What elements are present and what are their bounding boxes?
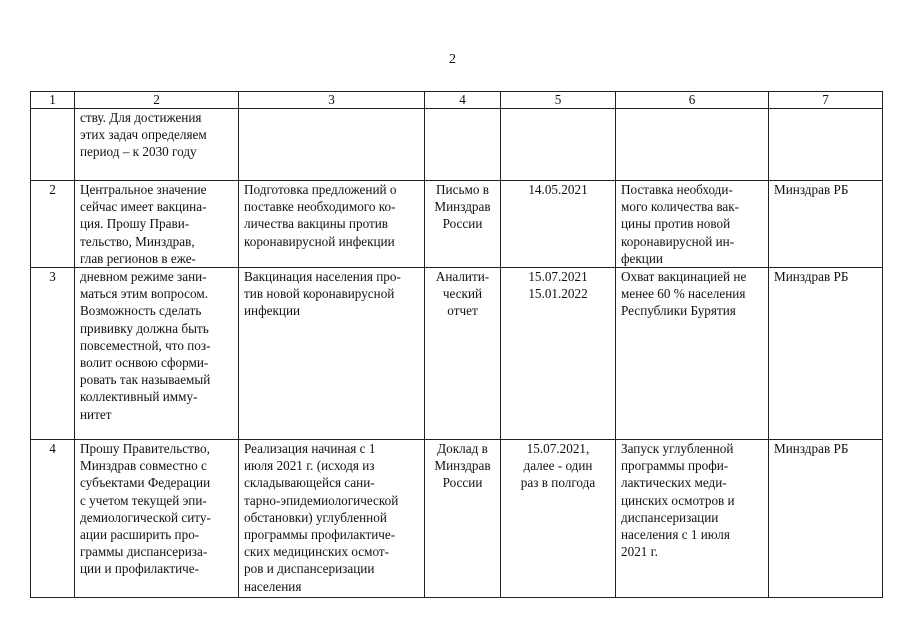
- column-header: 3: [239, 92, 425, 109]
- task-cell: Центральное значение сейчас имеет вакцина- ция. Прошу Прави- тельство, Минздрав, глав регионов в еже-: [75, 181, 239, 268]
- column-header: 4: [425, 92, 501, 109]
- result-cell: Поставка необходи- мого количества вак- цины против новой коронавирусной ин- фекции: [616, 181, 769, 268]
- measure-cell: Подготовка предложений о поставке необходимого ко- личества вакцины против коронавирусной инфекции: [239, 181, 425, 268]
- table-header-row: [31, 92, 883, 109]
- deadline-cell: 14.05.2021: [501, 181, 616, 268]
- measure-cell: Реализация начиная с 1 июля 2021 г. (исходя из складывающейся сани- тарно-эпидемиологической обстановки) углубленной программы профилактиче- ских медицинских осмот- ров и диспансеризации населения: [239, 440, 425, 598]
- row-number-cell: 4: [31, 440, 75, 598]
- result-cell: Охват вакцинацией не менее 60 % населения Республики Бурятия: [616, 268, 769, 440]
- page-number: 2: [449, 52, 456, 67]
- measure-cell: [239, 109, 425, 181]
- responsible-cell: Минздрав РБ: [769, 440, 883, 598]
- table-row: [31, 440, 883, 598]
- document-type-cell: Аналити- ческий отчет: [425, 268, 501, 440]
- responsible-cell: Минздрав РБ: [769, 181, 883, 268]
- measure-cell: Вакцинация населения про- тив новой коронавирусной инфекции: [239, 268, 425, 440]
- column-header: 1: [31, 92, 75, 109]
- row-number-cell: 2: [31, 181, 75, 268]
- task-cell: дневном режиме зани- маться этим вопросом. Возможность сделать прививку должна быть повсеместной, что поз- волит оснвою сформи- ровать так называемый коллективный имму- нитет: [75, 268, 239, 440]
- column-header: 6: [616, 92, 769, 109]
- result-cell: [616, 109, 769, 181]
- row-number-cell: 3: [31, 268, 75, 440]
- task-cell: Прошу Правительство, Минздрав совместно с субъектами Федерации с учетом текущей эпи- демиологической ситу- ации расширить про- граммы диспансериза- ции и профилактиче-: [75, 440, 239, 598]
- column-header: 7: [769, 92, 883, 109]
- document-type-cell: [425, 109, 501, 181]
- document-type-cell: Письмо в Минздрав России: [425, 181, 501, 268]
- task-cell: ству. Для достижения этих задач определяем период – к 2030 году: [75, 109, 239, 181]
- result-cell: Запуск углубленной программы профи- лактических меди- цинских осмотров и диспансеризации населения с 1 июля 2021 г.: [616, 440, 769, 598]
- deadline-cell: [501, 109, 616, 181]
- plan-table: [30, 91, 883, 598]
- document-type-cell: Доклад в Минздрав России: [425, 440, 501, 598]
- row-number-cell: [31, 109, 75, 181]
- table-row: [31, 181, 883, 268]
- table-row: [31, 268, 883, 440]
- column-header: 2: [75, 92, 239, 109]
- deadline-cell: 15.07.2021 15.01.2022: [501, 268, 616, 440]
- deadline-cell: 15.07.2021, далее - один раз в полгода: [501, 440, 616, 598]
- column-header: 5: [501, 92, 616, 109]
- responsible-cell: Минздрав РБ: [769, 268, 883, 440]
- table-row: [31, 109, 883, 181]
- responsible-cell: [769, 109, 883, 181]
